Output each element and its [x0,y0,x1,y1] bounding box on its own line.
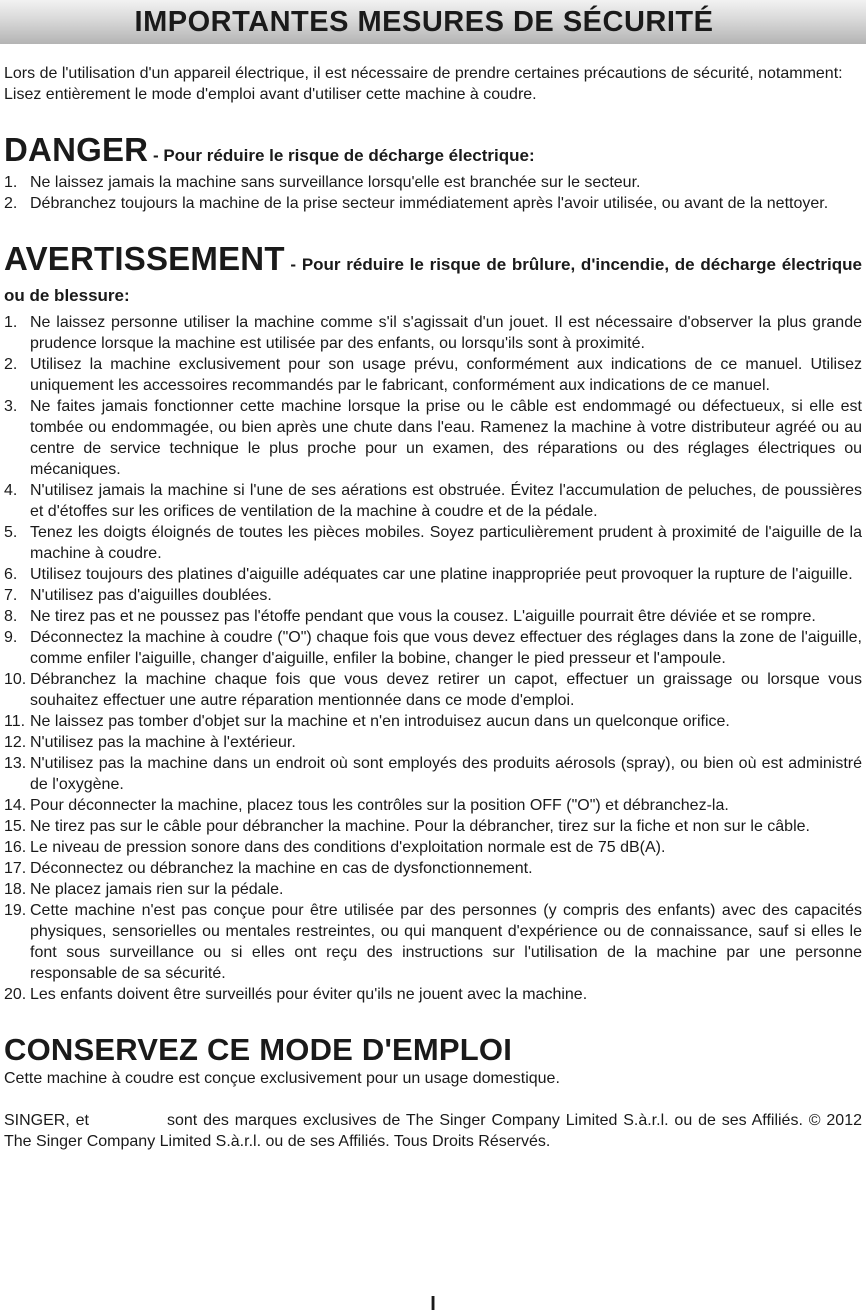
list-item-text: Déconnectez la machine à coudre ("O") chaque fois que vous devez effectuer des réglages dans la zone de l'aiguille, comme enfiler l'aiguille, changer d'aiguille, enfiler la bobine, changer le pied presseur et l'ampoule. [30,629,862,667]
list-item-number: 2. [4,195,18,212]
list-item-number: 16. [4,839,27,856]
list-item-text: N'utilisez pas d'aiguilles doublées. [30,587,272,604]
list-item-text: Ne placez jamais rien sur la pédale. [30,881,284,898]
list-item [4,172,862,193]
list-item [4,354,862,396]
conserve-section [4,1032,862,1089]
list-item-number: 4. [4,482,18,499]
list-item-number: 15. [4,818,27,835]
list-item-text: N'utilisez jamais la machine si l'une de ses aérations est obstruée. Évitez l'accumulation de peluches, de poussières et d'étoffes sur les orifices de ventilation de la machine à coudre et de la pédale. [30,482,862,520]
conserve-heading-line [4,1032,862,1068]
list-item [4,480,862,522]
warning-section [4,241,862,1005]
list-item-text: N'utilisez pas la machine à l'extérieur. [30,734,296,751]
list-item-text: Pour déconnecter la machine, placez tous les contrôles sur la position OFF ("O") et débranchez-la. [30,797,729,814]
list-item-number: 2. [4,356,18,373]
list-item-number: 7. [4,587,18,604]
page-title: IMPORTANTES MESURES DE SÉCURITÉ [134,5,714,38]
list-item-number: 6. [4,566,18,583]
danger-heading: DANGER [4,131,149,168]
list-item [4,795,862,816]
list-item-number: 1. [4,314,18,331]
list-item [4,816,862,837]
list-item-number: 13. [4,755,27,772]
trademark-text: sont des marques exclusives de The Singer Company Limited S.à.r.l. ou de ses Affiliés. © 2012 The Singer Company Limited S.à.r.l. ou de ses Affiliés. Tous Droits Réservés. [4,1112,863,1150]
conserve-text: Cette machine à coudre est conçue exclusivement pour un usage domestique. [4,1070,560,1087]
page-number: I [430,1293,436,1315]
intro-instruction: Lisez entièrement le mode d'emploi avant d'utiliser cette machine à coudre. [4,86,537,103]
list-item-text: Utilisez la machine exclusivement pour son usage prévu, conformément aux indications de ce manuel. Utilisez uniquement les accessoires recommandés par le fabricant, conformément aux indications de ce manuel. [30,356,862,394]
list-item [4,984,862,1005]
document-body [4,63,862,1152]
list-item [4,879,862,900]
list-item [4,858,862,879]
danger-subheading: - Pour réduire le risque de décharge électrique: [148,146,535,165]
list-item-number: 12. [4,734,27,751]
list-item [4,669,862,711]
danger-heading-line [4,132,862,168]
list-item [4,585,862,606]
list-item-number: 10. [4,671,27,688]
list-item-text: Ne laissez jamais la machine sans surveillance lorsqu'elle est branchée sur le secteur. [30,174,641,191]
list-item [4,711,862,732]
intro-paragraph: Lors de l'utilisation d'un appareil électrique, il est nécessaire de prendre certaines précautions de sécurité, notamment: [4,65,843,82]
list-item [4,564,862,585]
list-item [4,522,862,564]
list-item-text: Ne faites jamais fonctionner cette machine lorsque la prise ou le câble est endommagé ou défectueux, si elle est tombée ou endommagée, ou bien après une chute dans l'eau. Ramenez la machine à votre distributeur agréé ou au centre de service technique le plus proche pour un examen, des réparations ou des réglages électriques ou mécaniques. [30,398,862,478]
list-item-text: N'utilisez pas la machine dans un endroit où sont employés des produits aérosols (spray), ou bien où est administré de l'oxygène. [30,755,862,793]
list-item [4,732,862,753]
list-item-text: Ne tirez pas et ne poussez pas l'étoffe pendant que vous la cousez. L'aiguille pourrait être déviée et se rompre. [30,608,816,625]
list-item-text: Déconnectez ou débranchez la machine en cas de dysfonctionnement. [30,860,533,877]
list-item-number: 9. [4,629,18,646]
list-item-text: Débranchez toujours la machine de la prise secteur immédiatement après l'avoir utilisée, ou avant de la nettoyer. [30,195,829,212]
warning-heading-line [4,241,862,312]
warning-subheading: - Pour réduire le risque de brûlure, d'incendie, de décharge électrique ou de blessure: [4,255,862,305]
list-item-text: Tenez les doigts éloignés de toutes les pièces mobiles. Soyez particulièrement prudent à proximité de l'aiguille de la machine à coudre. [30,524,862,562]
trademark-notice [4,1110,862,1152]
list-item-text: Cette machine n'est pas conçue pour être utilisée par des personnes (y compris des enfants) avec des capacités physiques, sensorielles ou mentales restreintes, ou qui manquent d'expérience ou de connaissance, sauf si elles le font sous surveillance ou si elles ont reçu des instructions sur l'utilisation de la machine par une personne responsable de sa sécurité. [30,902,862,982]
list-item [4,193,862,214]
danger-section [4,132,862,214]
list-item-text: Ne laissez pas tomber d'objet sur la machine et n'en introduisez aucun dans un quelconque orifice. [30,713,730,730]
list-item-text: Débranchez la machine chaque fois que vous devez retirer un capot, effectuer un graissage ou lorsque vous souhaitez effectuer une autre réparation mentionnée dans ce mode d'emploi. [30,671,862,709]
list-item-text: Ne laissez personne utiliser la machine comme s'il s'agissait d'un jouet. Il est nécessaire d'observer la plus grande prudence lorsque la machine est utilisée par des enfants, ou lorsqu'ils sont à proximité. [30,314,862,352]
trademark-lead: SINGER, et [4,1112,89,1129]
list-item [4,753,862,795]
list-item-number: 11. [4,713,26,730]
list-item-number: 8. [4,608,18,625]
conserve-heading: CONSERVEZ CE MODE D'EMPLOI [4,1032,513,1067]
list-item-text: Le niveau de pression sonore dans des conditions d'exploitation normale est de 75 dB(A). [30,839,666,856]
title-banner [0,0,866,44]
list-item-number: 1. [4,174,18,191]
list-item-text: Ne tirez pas sur le câble pour débrancher la machine. Pour la débrancher, tirez sur la fiche et non sur le câble. [30,818,810,835]
list-item-text: Utilisez toujours des platines d'aiguille adéquates car une platine inappropriée peut provoquer la rupture de l'aiguille. [30,566,853,583]
list-item [4,627,862,669]
list-item [4,396,862,480]
list-item-number: 17. [4,860,27,877]
list-item-number: 18. [4,881,27,898]
list-item [4,837,862,858]
list-item [4,312,862,354]
list-item-number: 14. [4,797,27,814]
list-item [4,606,862,627]
list-item-number: 5. [4,524,18,541]
list-item [4,900,862,984]
warning-heading: AVERTISSEMENT [4,240,285,277]
list-item-number: 19. [4,902,27,919]
danger-list [4,172,862,214]
warning-list [4,312,862,1005]
list-item-text: Les enfants doivent être surveillés pour éviter qu'ils ne jouent avec la machine. [30,986,588,1003]
list-item-number: 3. [4,398,18,415]
list-item-number: 20. [4,986,27,1003]
